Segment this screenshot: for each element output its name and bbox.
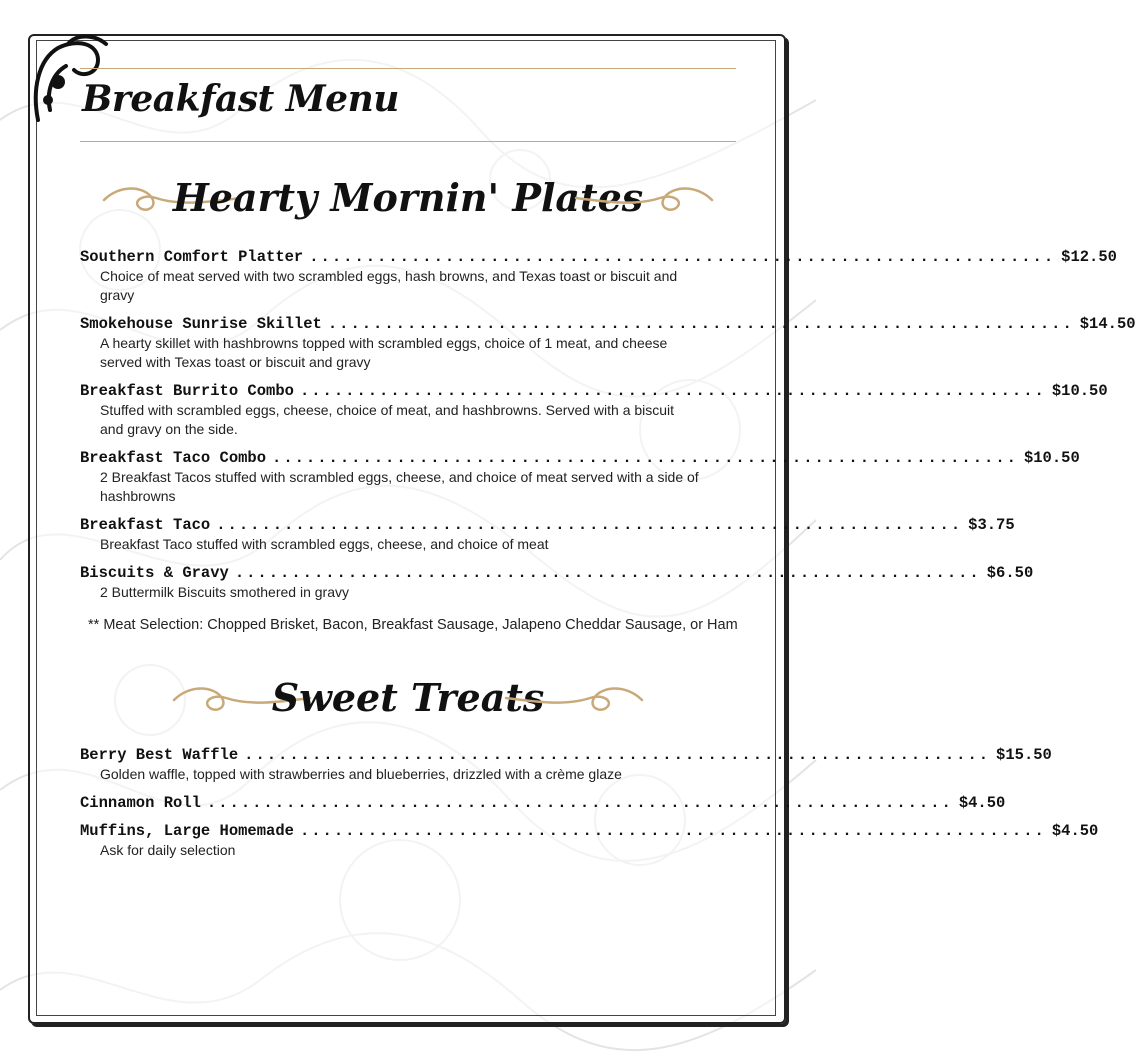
item-price: $10.50 [1023,449,1080,467]
menu-item [80,381,1108,439]
item-price: $3.75 [968,516,1015,534]
section-title: Sweet Treats [271,675,545,720]
menu-item [80,247,1117,305]
item-name: Breakfast Burrito Combo [80,382,294,400]
item-description: 2 Buttermilk Biscuits smothered in gravy [100,584,349,600]
menu-item [80,314,1136,372]
section-title: Hearty Mornin' Plates [172,175,644,220]
item-name: Southern Comfort Platter [80,248,304,266]
meat-selection-note: ** Meat Selection: Chopped Brisket, Bacon, Breakfast Sausage, Jalapeno Cheddar Sausage, or Ham [88,617,738,633]
dot-leader: .................................................................. [299,822,1046,840]
item-price: $4.50 [1051,822,1099,840]
item-name: Smokehouse Sunrise Skillet [80,315,322,333]
menu-item [80,448,1080,506]
menu-item [80,821,1099,860]
item-name: Breakfast Taco Combo [80,449,267,467]
dot-leader: .................................................................. [272,449,1018,467]
item-description: Ask for daily selection [100,842,236,858]
item-price: $4.50 [958,794,1006,812]
dot-leader: .................................................................. [234,564,981,582]
item-name: Breakfast Taco [80,516,211,534]
item-description: Stuffed with scrambled eggs, cheese, choice of meat, and hashbrowns. Served with a biscuit and gravy on the side. [100,402,675,437]
dot-leader: .................................................................. [327,315,1074,333]
menu-title: Breakfast Menu [82,78,399,120]
item-description: A hearty skillet with hashbrowns topped with scrambled eggs, choice of 1 meat, and cheese served with Texas toast or biscuit and gravy [100,335,668,370]
menu-item [80,563,1034,602]
menu-item [80,515,1015,554]
item-name: Cinnamon Roll [80,794,201,812]
dot-leader: .................................................................. [299,382,1046,400]
dot-leader: .................................................................. [216,516,963,534]
item-description: Golden waffle, topped with strawberries and blueberries, drizzled with a crème glaze [100,766,622,782]
item-description: Breakfast Taco stuffed with scrambled eggs, cheese, and choice of meat [100,536,549,552]
dot-leader: .................................................................. [206,794,953,812]
item-name: Berry Best Waffle [80,746,239,764]
dot-leader: .................................................................. [309,248,1056,266]
item-name: Muffins, Large Homemade [80,822,294,840]
menu-item [80,793,1006,813]
item-description: Choice of meat served with two scrambled eggs, hash browns, and Texas toast or biscuit and gravy [100,268,678,303]
item-name: Biscuits & Gravy [80,564,229,582]
title-rule-bottom [80,141,736,142]
item-price: $14.50 [1079,315,1136,333]
dot-leader: .................................................................. [244,746,991,764]
section-header-sweet [80,672,736,732]
section-header-hearty [80,172,736,232]
item-price: $10.50 [1051,382,1108,400]
menu-item [80,745,1052,784]
item-price: $6.50 [986,564,1034,582]
item-price: $12.50 [1061,248,1117,266]
title-rule-top [80,68,736,69]
swirl-flourish-icon [566,178,716,218]
swirl-flourish-icon [496,678,646,718]
item-description: 2 Breakfast Tacos stuffed with scrambled eggs, cheese, and choice of meat served with a side of hashbrowns [100,469,699,504]
item-price: $15.50 [996,746,1052,764]
